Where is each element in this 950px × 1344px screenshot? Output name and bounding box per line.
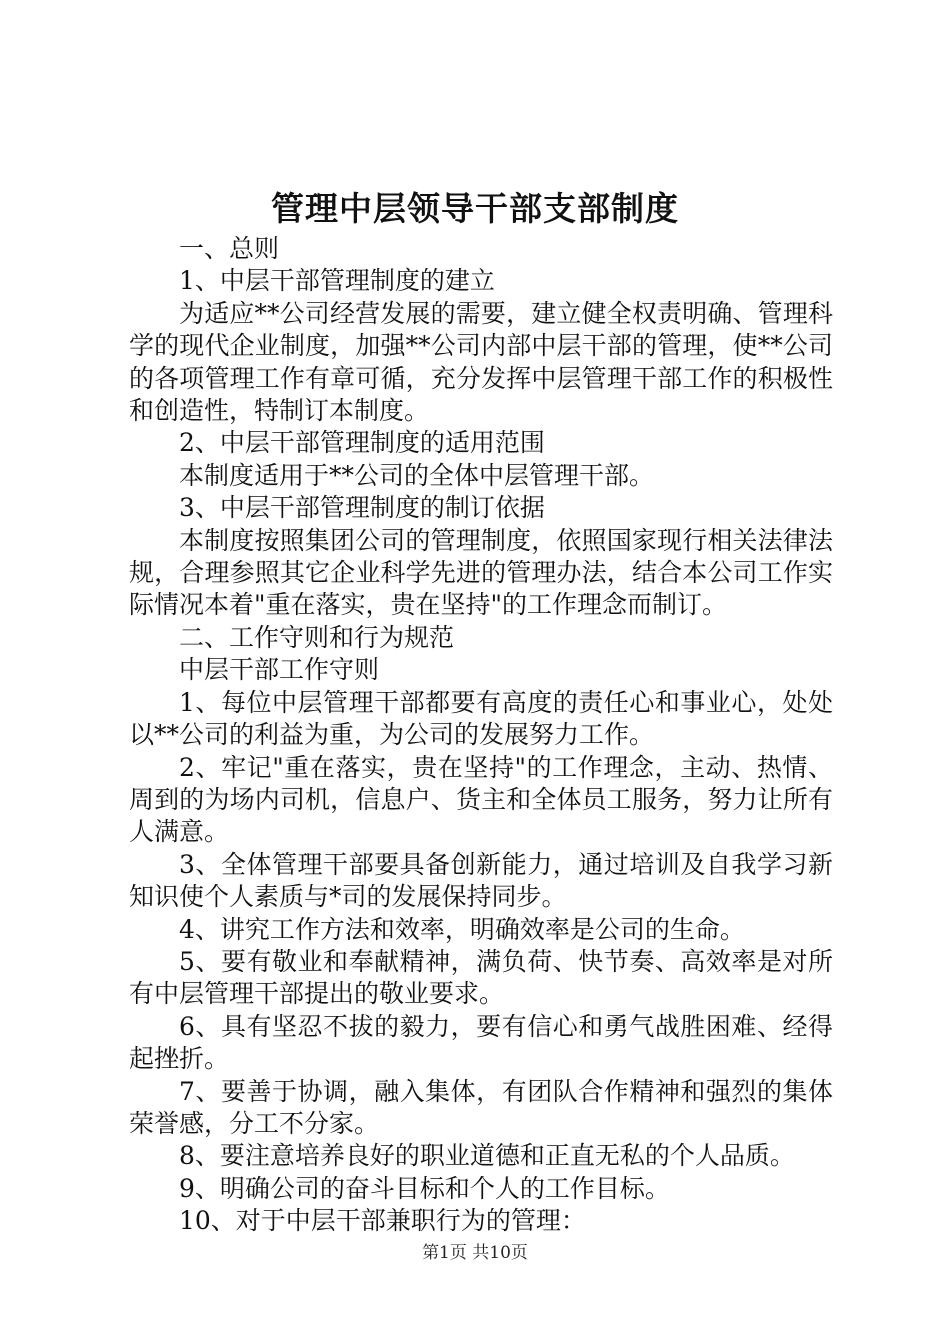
body-paragraph: 本制度按照集团公司的管理制度，依照国家现行相关法律法规，合理参照其它企业科学先进的管理办法，结合本公司工作实际情况本着"重在落实，贵在坚持"的工作理念而制订。 [129, 525, 833, 620]
page-footer: 第1页 共10页 [422, 1243, 528, 1263]
list-item: 1、每位中层管理干部都要有高度的责任心和事业心，处处以**公司的利益为重，为公司的发展努力工作。 [129, 687, 833, 750]
section-heading-general: 一、总则 [179, 234, 280, 263]
list-item: 4、讲究工作方法和效率，明确效率是公司的生命。 [179, 914, 745, 944]
body-paragraph: 为适应**公司经营发展的需要，建立健全权责明确、管理科学的现代企业制度，加强**公司内部中层干部的管理，使**公司的各项管理工作有章可循，充分发挥中层管理干部工作的积极性和创造性，特制订本制度。 [129, 298, 833, 426]
list-item: 10、对于中层干部兼职行为的管理： [179, 1206, 586, 1236]
list-item: 9、明确公司的奋斗目标和个人的工作目标。 [179, 1173, 670, 1203]
list-item: 3、全体管理干部要具备创新能力，通过培训及自我学习新知识使个人素质与*司的发展保持同步。 [129, 849, 833, 912]
list-item: 6、具有坚忍不拔的毅力，要有信心和勇气战胜困难、经得起挫折。 [129, 1011, 833, 1074]
subsection-heading: 2、中层干部管理制度的适用范围 [179, 428, 545, 458]
subsection-heading: 中层干部工作守则 [179, 655, 380, 685]
list-item: 5、要有敬业和奉献精神，满负荷、快节奏、高效率是对所有中层管理干部提出的敬业要求。 [129, 946, 833, 1009]
document-title: 管理中层领导干部支部制度 [271, 189, 679, 228]
document-body [129, 233, 833, 1238]
subsection-heading: 3、中层干部管理制度的制订依据 [179, 493, 545, 523]
subsection-heading: 1、中层干部管理制度的建立 [179, 266, 495, 296]
list-item: 7、要善于协调，融入集体，有团队合作精神和强烈的集体荣誉感，分工不分家。 [129, 1076, 833, 1138]
section-heading-conduct: 二、工作守则和行为规范 [179, 622, 455, 652]
list-item: 8、要注意培养良好的职业道德和正直无私的个人品质。 [179, 1141, 795, 1171]
list-item: 2、牢记"重在落实，贵在坚持"的工作理念，主动、热情、周到的为场内司机，信息户、货主和全体员工服务，努力让所有人满意。 [129, 752, 833, 847]
body-paragraph: 本制度适用于**公司的全体中层管理干部。 [179, 460, 655, 490]
